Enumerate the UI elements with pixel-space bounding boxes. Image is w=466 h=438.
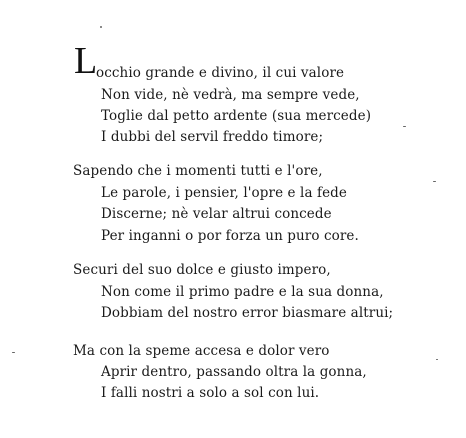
- drop-cap: L: [74, 40, 98, 82]
- scan-speck: [433, 181, 436, 182]
- poem-line: Aprir dentro, passando oltra la gonna,: [101, 364, 367, 380]
- scan-speck: [100, 26, 102, 28]
- poem-line: Sapendo che i momenti tutti e l'ore,: [73, 163, 323, 179]
- poem-line: Non vide, nè vedrà, ma sempre vede,: [101, 87, 360, 103]
- poem-line: I dubbi del servil freddo timore;: [101, 129, 324, 145]
- poem-line: Dobbiam del nostro error biasmare altrui;: [101, 305, 394, 321]
- poem-line: Le parole, i pensier, l'opre e la fede: [101, 185, 348, 201]
- poem-line: Ma con la speme accesa e dolor vero: [73, 343, 330, 359]
- poem-line: occhio grande e divino, il cui valore: [96, 65, 345, 81]
- scan-speck: [436, 359, 438, 360]
- poem-line: Non come il primo padre e la sua donna,: [101, 284, 384, 300]
- poem-line: Per inganni o por forza un puro core.: [101, 228, 359, 244]
- poem-line: I falli nostri a solo a sol con lui.: [101, 385, 320, 401]
- poem-line: Securi del suo dolce e giusto impero,: [73, 262, 331, 278]
- poem-line: Discerne; nè velar altrui concede: [101, 206, 332, 222]
- scan-speck: [403, 126, 406, 127]
- scan-speck: [12, 352, 15, 353]
- poem-line: Toglie dal petto ardente (sua mercede): [101, 108, 372, 124]
